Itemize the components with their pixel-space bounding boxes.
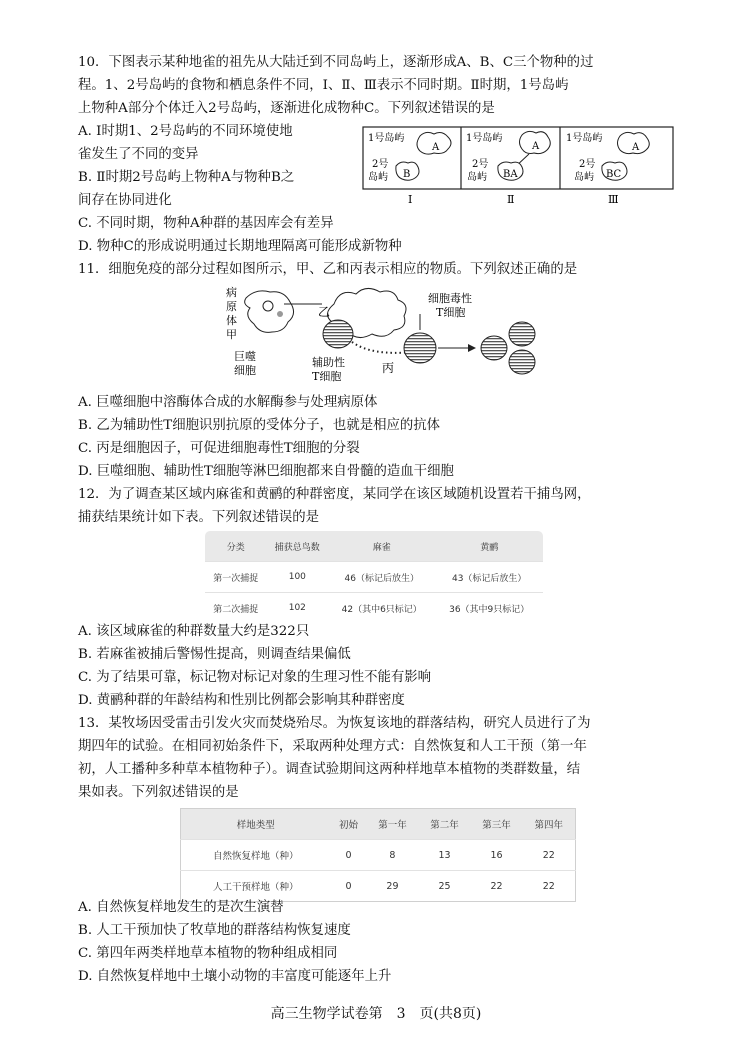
- q10-stem-line2: 程。1、2号岛屿的食物和栖息条件不同，Ⅰ、Ⅱ、Ⅲ表示不同时期。Ⅱ时期，1号岛屿: [78, 78, 569, 93]
- table-header: 样地类型: [181, 809, 331, 840]
- pathogen-label-4: 甲: [226, 328, 237, 341]
- table-header: 麻雀: [328, 531, 435, 562]
- q13-stem-line2: 期四年的试验。在相同初始条件下，采取两种处理方式：自然恢复和人工干预（第一年: [78, 739, 587, 754]
- table-row: 第一次捕捉 100 46（标记后放生） 43（标记后放生）: [205, 562, 544, 593]
- q10-stem-line3: 上物种A部分个体迁入2号岛屿，逐渐进化成物种C。下列叙述错误的是: [78, 101, 495, 116]
- table-header: 第三年: [471, 809, 523, 840]
- population-ba: BA: [503, 169, 518, 180]
- q13-stem-line4: 果如表。下列叙述错误的是: [78, 785, 239, 800]
- svg-text:岛屿: 岛屿: [467, 172, 487, 183]
- population-a: A: [432, 142, 440, 153]
- svg-text:岛屿: 岛屿: [574, 172, 594, 183]
- page-footer: 高三生物学试卷第 3 页(共8页): [270, 1006, 482, 1022]
- capture-table: [204, 530, 544, 624]
- q12-stem-line1: 12．为了调查某区域内麻雀和黄鹂的种群密度，某同学在该区域随机设置若干捕鸟网，: [78, 487, 591, 502]
- daughter-cell: [509, 350, 535, 374]
- island-diagram: [362, 126, 674, 206]
- q13-option-a: A. 自然恢复样地发生的是次生演替: [78, 900, 284, 915]
- macrophage-label-1: 巨噬: [234, 350, 256, 363]
- period-2-panel: [466, 131, 550, 183]
- q11-stem: 11．细胞免疫的部分过程如图所示，甲、乙和丙表示相应的物质。下列叙述正确的是: [78, 262, 578, 277]
- table-row: 人工干预样地（种） 0 29 25 22 22: [181, 871, 576, 902]
- pathogen-label-3: 体: [226, 314, 237, 327]
- population-a: A: [632, 142, 640, 153]
- table-header: 初始: [331, 809, 367, 840]
- pathogen-label-2: 原: [226, 300, 237, 313]
- island-2-label: 2号: [372, 159, 389, 170]
- island-2-label-b: 岛屿: [368, 172, 388, 183]
- period-1-label: Ⅰ: [408, 193, 413, 206]
- period-2-label: Ⅱ: [507, 193, 515, 206]
- q12-option-a: A. 该区域麻雀的种群数量大约是322只: [78, 624, 310, 639]
- table-header: 第二年: [418, 809, 470, 840]
- q11-option-a: A. 巨噬细胞中溶酶体合成的水解酶参与处理病原体: [78, 395, 378, 410]
- helper-t-cell: [323, 320, 353, 348]
- table-header: 第四年: [523, 809, 576, 840]
- cytotoxic-t-cell: [404, 333, 436, 363]
- table-header: 分类: [205, 531, 267, 562]
- q10-stem-line1: 10．下图表示某种地雀的祖先从大陆迁到不同岛屿上，逐渐形成A、B、C三个物种的过: [78, 55, 594, 70]
- table-header: 第一年: [366, 809, 418, 840]
- q13-option-b: B. 人工干预加快了牧草地的群落结构恢复速度: [78, 923, 351, 938]
- daughter-cell: [509, 322, 535, 346]
- period-1-panel: [368, 131, 451, 183]
- period-3-panel: [566, 131, 649, 183]
- q10-option-a-cont: 雀发生了不同的变异: [78, 147, 199, 162]
- table-row: 自然恢复样地（种） 0 8 13 16 22: [181, 840, 576, 871]
- macrophage-label-2: 细胞: [234, 364, 256, 377]
- daughter-cell: [481, 336, 507, 360]
- q12-stem-line2: 捕获结果统计如下表。下列叙述错误的是: [78, 510, 320, 525]
- table-header: 黄鹂: [435, 531, 543, 562]
- q13-option-d: D. 自然恢复样地中土壤小动物的丰富度可能逐年上升: [78, 969, 392, 984]
- q10-option-a: A. Ⅰ时期1、2号岛屿的不同环境使地: [78, 124, 293, 139]
- period-3-label: Ⅲ: [608, 193, 619, 206]
- q11-option-d: D. 巨噬细胞、辅助性T细胞等淋巴细胞都来自骨髓的造血干细胞: [78, 464, 454, 479]
- yi-label: 乙: [318, 305, 331, 319]
- q13-stem-line1: 13．某牧场因受雷击引发火灾而焚烧殆尽。为恢复该地的群落结构，研究人员进行了为: [78, 716, 591, 731]
- pathogen-label-1: 病: [226, 286, 237, 299]
- q12-option-c: C. 为了结果可靠，标记物对标记对象的生理习性不能有影响: [78, 670, 432, 685]
- q10-option-d: D. 物种C的形成说明通过长期地理隔离可能形成新物种: [78, 239, 402, 254]
- ctl-label-2: T细胞: [436, 306, 466, 319]
- table-header: 捕获总鸟数: [267, 531, 328, 562]
- svg-text:2号: 2号: [472, 159, 489, 170]
- helper-label-2: T细胞: [312, 370, 342, 383]
- q12-option-d: D. 黄鹂种群的年龄结构和性别比例都会影响其种群密度: [78, 693, 405, 708]
- helper-label-1: 辅助性: [312, 356, 345, 369]
- population-b: B: [403, 169, 411, 180]
- q10-option-b-cont: 间存在协同进化: [78, 193, 172, 208]
- q13-stem-line3: 初，人工播种多种草本植物种子）。调查试验期间这两种样地草本植物的类群数量，结: [78, 762, 581, 777]
- ctl-label-1: 细胞毒性: [428, 292, 472, 305]
- svg-text:1号岛屿: 1号岛屿: [566, 133, 603, 144]
- macrophage-cell: [245, 291, 294, 332]
- q10-option-b: B. Ⅱ时期2号岛屿上物种A与物种B之: [78, 170, 295, 185]
- island-1-label: 1号岛屿: [368, 133, 405, 144]
- q11-option-b: B. 乙为辅助性T细胞识别抗原的受体分子，也就是相应的抗体: [78, 418, 441, 433]
- q11-option-c: C. 丙是细胞因子，可促进细胞毒性T细胞的分裂: [78, 441, 360, 456]
- q10-option-c: C. 不同时期，物种A种群的基因库会有差异: [78, 216, 334, 231]
- table-row: 第二次捕捉 102 42（其中6只标记） 36（其中9只标记）: [205, 593, 544, 624]
- q12-option-b: B. 若麻雀被捕后警惕性提高，则调查结果偏低: [78, 647, 351, 662]
- svg-text:1号岛屿: 1号岛屿: [466, 133, 503, 144]
- population-a: A: [532, 141, 540, 152]
- svg-text:2号: 2号: [579, 159, 596, 170]
- q13-option-c: C. 第四年两类样地草本植物的物种组成相同: [78, 946, 338, 961]
- cellular-immunity-diagram: [224, 284, 544, 390]
- bing-label: 丙: [382, 361, 395, 375]
- population-bc: BC: [606, 169, 622, 180]
- plot-survey-table: [180, 808, 576, 902]
